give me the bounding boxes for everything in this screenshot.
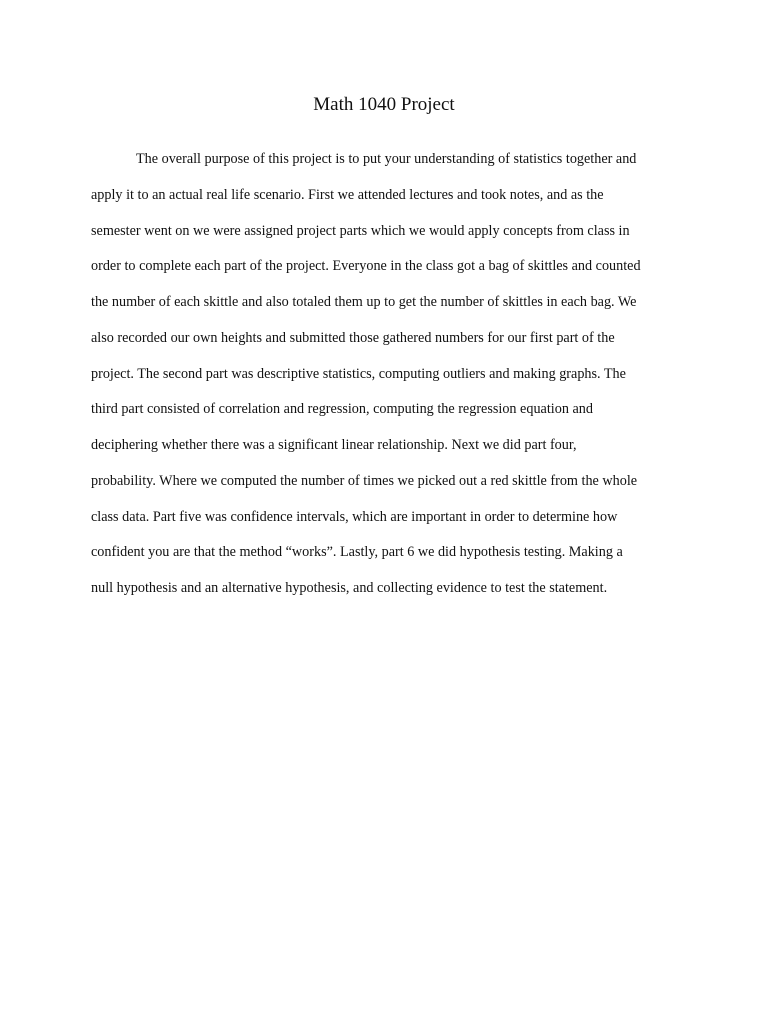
paragraph-line: semester went on we were assigned project parts which we would apply concepts from class in (91, 222, 630, 239)
paragraph-line: null hypothesis and an alternative hypothesis, and collecting evidence to test the statement. (91, 580, 608, 596)
paragraph-line: confident you are that the method “works”. Lastly, part 6 we did hypothesis testing. Making a (91, 544, 623, 561)
paragraph-line: order to complete each part of the project. Everyone in the class got a bag of skittles and counted (91, 258, 641, 275)
paragraph-line: probability. Where we computed the number of times we picked out a red skittle from the whole (91, 472, 638, 489)
paragraph-line: also recorded our own heights and submitted those gathered numbers for our first part of the (91, 329, 615, 346)
paragraph-line: apply it to an actual real life scenario. First we attended lectures and took notes, and as the (91, 186, 604, 203)
document-paragraph (91, 146, 681, 611)
paragraph-line: deciphering whether there was a significant linear relationship. Next we did part four, (91, 437, 577, 453)
paragraph-line: third part consisted of correlation and regression, computing the regression equation and (91, 401, 593, 418)
paragraph-line: The overall purpose of this project is to put your understanding of statistics together and (136, 151, 637, 167)
paragraph-line: the number of each skittle and also totaled them up to get the number of skittles in each bag. We (91, 294, 637, 310)
paragraph-line: project. The second part was descriptive statistics, computing outliers and making graphs. The (91, 365, 626, 382)
document-title: Math 1040 Project (313, 94, 455, 115)
paragraph-line: class data. Part five was confidence intervals, which are important in order to determine how (91, 508, 618, 525)
